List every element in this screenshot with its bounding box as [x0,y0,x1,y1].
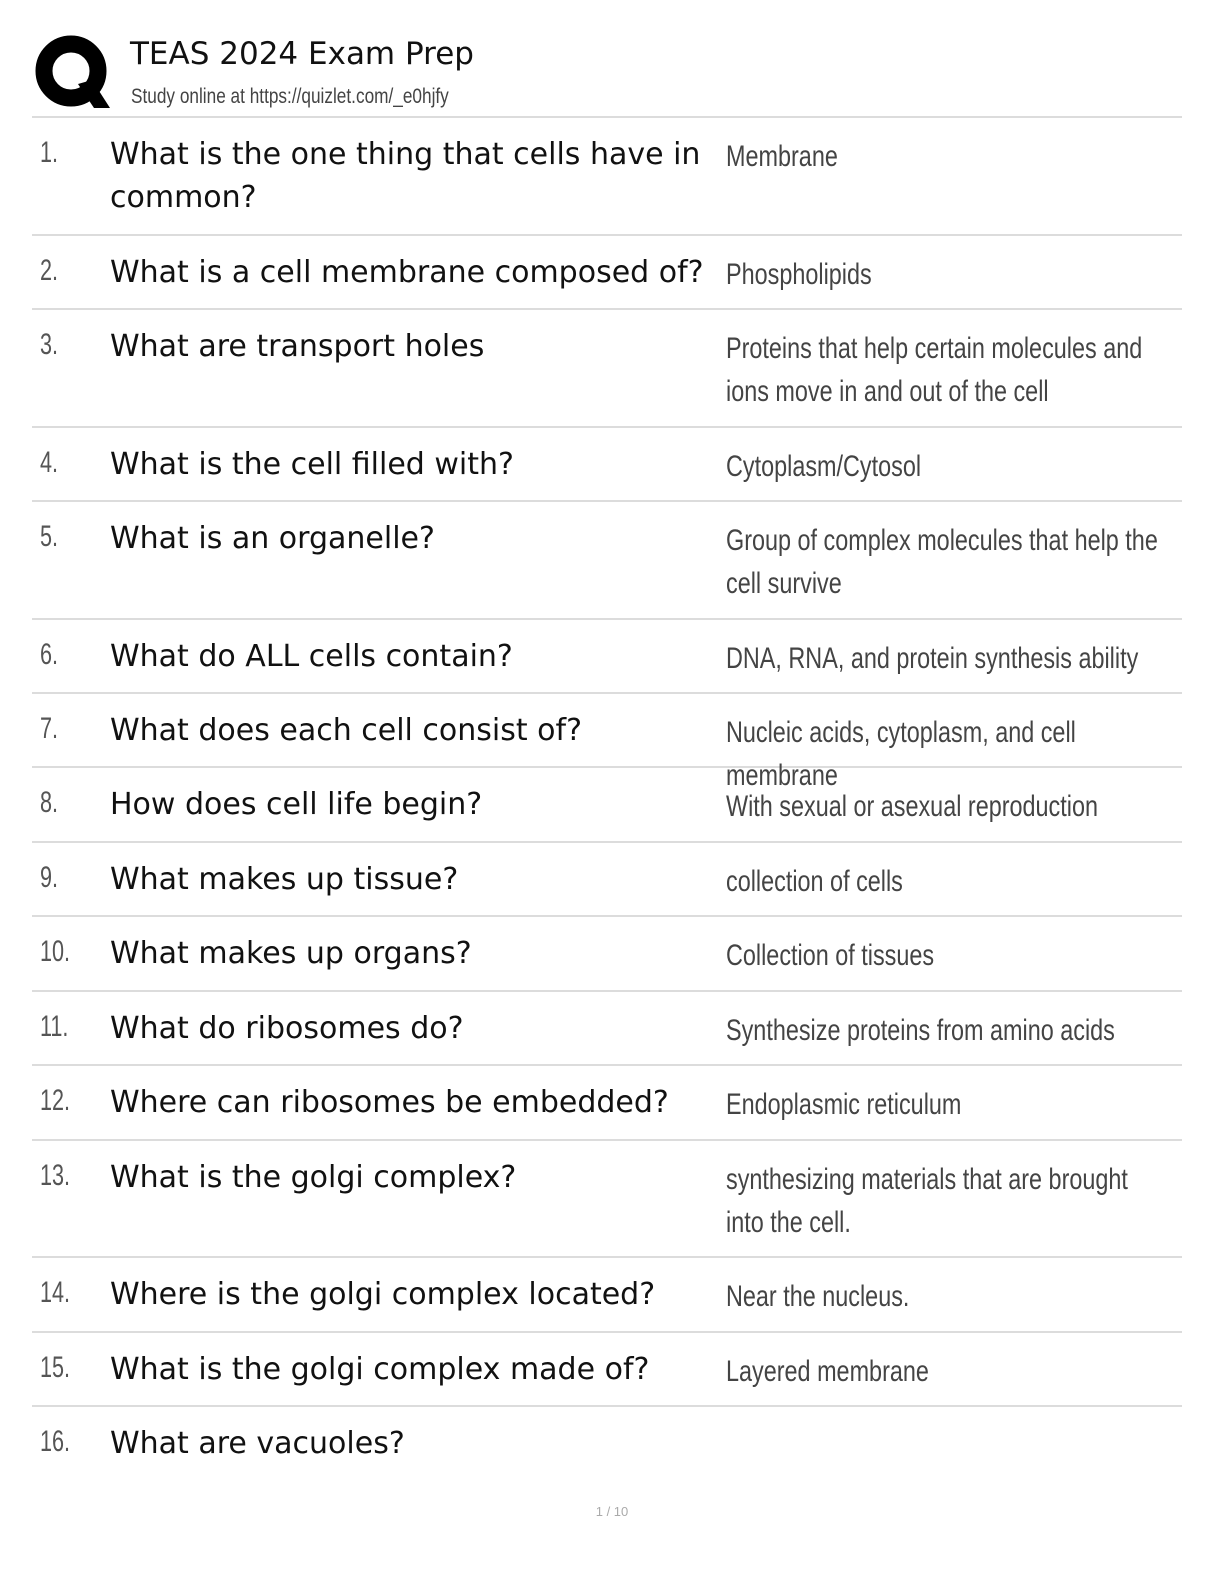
item-term: What is the golgi complex? [110,1160,517,1195]
flashcard-list [32,116,1182,1481]
list-item [32,502,1182,620]
list-item [32,917,1182,992]
item-definition: Collection of tissues [726,939,935,972]
list-item [32,694,1182,792]
item-term: Where can ribosomes be embedded? [110,1085,669,1120]
list-item [32,620,1182,694]
item-number: 6. [40,638,59,671]
list-item [32,992,1182,1066]
item-definition: Cytoplasm/Cytosol [726,450,922,483]
item-number: 11. [40,1010,69,1043]
item-term: How does cell life begin? [110,787,483,822]
item-number: 10. [40,935,71,968]
item-definition: Layered membrane [726,1355,929,1388]
item-definition: Nucleic acids, cytoplasm, and cell membrane [726,716,1076,792]
item-definition: collection of cells [726,865,903,898]
item-number: 3. [40,328,59,361]
list-item [32,768,1182,843]
page-subtitle: Study online at https://quizlet.com/_e0hjfy [131,85,449,108]
page-indicator: 1 / 10 [595,1504,629,1519]
item-definition: Membrane [726,140,838,173]
list-item [32,1407,1182,1481]
item-definition: Group of complex molecules that help the cell survive [726,524,1158,600]
item-term: What is the cell filled with? [110,447,514,482]
item-definition: Proteins that help certain molecules and ions move in and out of the cell [726,332,1143,408]
item-number: 4. [40,446,59,479]
item-term: What makes up organs? [110,936,472,971]
item-number: 14. [40,1276,71,1309]
item-term: Where is the golgi complex located? [110,1277,656,1312]
list-item [32,843,1182,917]
item-term: What do ribosomes do? [110,1011,464,1046]
list-item [32,1333,1182,1407]
item-definition: Synthesize proteins from amino acids [726,1014,1115,1047]
item-definition: Near the nucleus. [726,1280,910,1313]
item-definition: Endoplasmic reticulum [726,1088,962,1121]
item-term: What is a cell membrane composed of? [110,255,704,290]
item-term: What does each cell consist of? [110,713,583,748]
item-number: 5. [40,520,59,553]
item-number: 16. [40,1425,71,1458]
item-number: 9. [40,861,59,894]
page-header [32,30,1182,116]
item-term: What is the golgi complex made of? [110,1352,650,1387]
quizlet-logo-icon [34,34,112,112]
item-number: 13. [40,1159,71,1192]
item-number: 2. [40,254,59,287]
item-definition: With sexual or asexual reproduction [726,790,1098,823]
item-number: 15. [40,1351,71,1384]
item-term: What do ALL cells contain? [110,639,513,674]
item-definition: DNA, RNA, and protein synthesis ability [726,642,1139,675]
item-term: What are transport holes [110,329,485,364]
item-term: What are vacuoles? [110,1426,405,1461]
list-item [32,118,1182,236]
list-item [32,1066,1182,1141]
item-number: 7. [40,712,59,745]
item-definition: Phospholipids [726,258,872,291]
list-item [32,428,1182,502]
list-item [32,310,1182,428]
item-number: 1. [40,136,59,169]
item-definition: synthesizing materials that are brought into the cell. [726,1163,1128,1239]
item-number: 12. [40,1084,71,1117]
item-number: 8. [40,786,59,819]
list-item [32,1141,1182,1258]
item-term: What makes up tissue? [110,862,459,897]
item-term: What is the one thing that cells have in common? [110,137,701,215]
item-term: What is an organelle? [110,521,435,556]
page-title: TEAS 2024 Exam Prep [130,36,474,72]
list-item [32,1258,1182,1333]
list-item [32,236,1182,310]
